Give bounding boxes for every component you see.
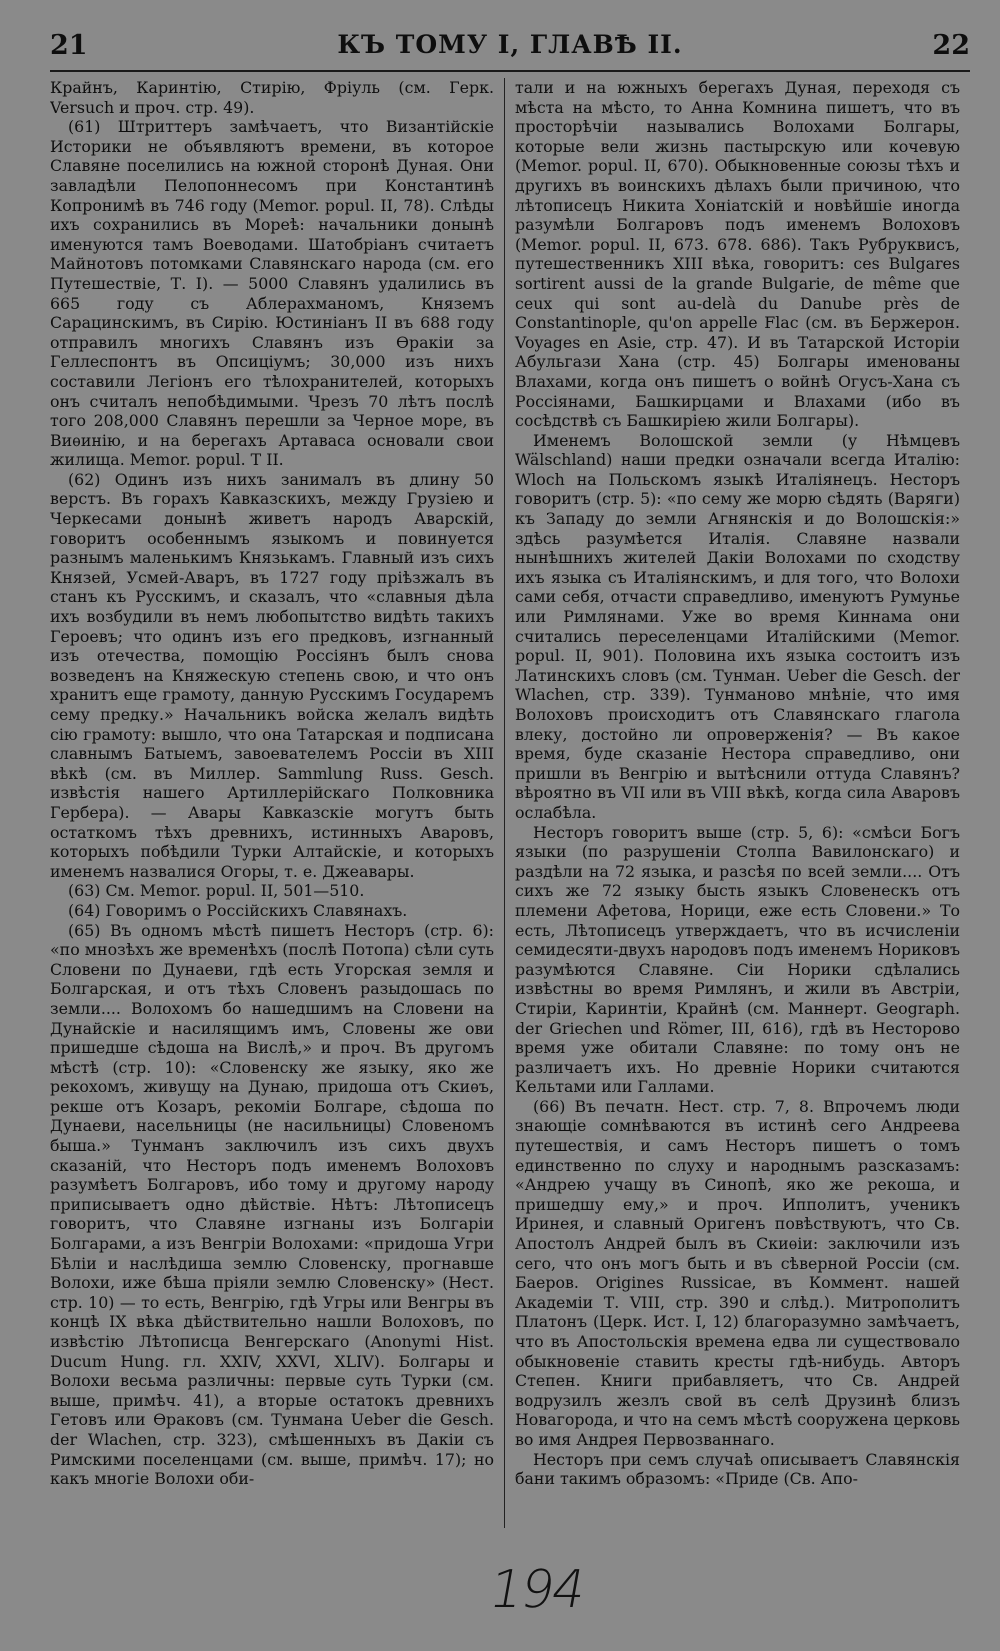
paragraph: Несторъ говоритъ выше (стр. 5, 6): «смѣси Богъ языки (по разрушеніи Столпа Вавилонскаго) и раздѣли на 72 языка, и разсѣя по всей земли.... Отъ сихъ же 72 языку бысть языкъ Словенескъ отъ племени Афетова, Норици, еже есть Словени.» То есть, Лѣтописецъ утверждаетъ, что въ исчисленіи семидесяти-двухъ народовъ подъ именемъ Нориковъ разумѣются Славяне. Сіи Норики сдѣлались извѣстны во время Римлянъ, и жили въ Австріи, Стиріи, Каринтіи, Крайнѣ (см. Маннерт. Geograph. der Griechen und Römer, III, 616), гдѣ въ Несторово время уже обитали Славяне: по тому онъ не различаетъ ихъ. Но древніе Норики считаются Кельтами или Галлами.	[515, 822, 960, 1097]
paragraph: (64) Говоримъ о Россійскихъ Славянахъ.	[68, 900, 408, 920]
paragraph: Несторъ при семъ случаѣ описываетъ Славянскія бани такимъ образомъ: «Приде (Св. Апо-	[515, 1449, 960, 1489]
page-header	[50, 30, 970, 72]
paragraph: (66) Въ печатн. Нест. стр. 7, 8. Впрочемъ люди знающіе сомнѣваются въ истинѣ сего Андреева путешествія, и самъ Несторъ пишетъ о томъ единственно по слуху и народнымъ разсказамъ: «Андрею учащу въ Синопѣ, яко же рекоша, и пришедшу ему,» и проч. Ипполитъ, ученикъ Иринея, и славный Оригенъ повѣствуютъ, что Св. Апостолъ Андрей былъ въ Скиѳіи: заключили изъ сего, что онъ могъ быть и въ сѣверной Россіи (см. Баеров. Origines Russicae, въ Коммент. нашей Академіи Т. VIII, стр. 390 и слѣд.). Митрополитъ Платонъ (Церк. Ист. I, 12) благоразумно замѣчаетъ, что въ Апостольскія времена едва ли существовало обыкновеніе ставить кресты гдѣ-нибудь. Авторъ Степен. Книги прибавляетъ, что Св. Андрей водрузилъ жезлъ свой въ селѣ Друзинѣ близъ Новагорода, и что на семъ мѣстѣ сооружена церковь во имя Андрея Первозваннаго.	[515, 1096, 960, 1449]
right-column	[505, 78, 960, 1528]
text-columns	[50, 78, 970, 1528]
paragraph: Именемъ Волошской земли (у Нѣмцевъ Wälschland) наши предки означали всегда Италію: Wloch на Польскомъ языкѣ Италіянецъ. Несторъ говоритъ (стр. 5): «по сему же морю сѣдять (Варяги) къ Западу до земли Агнянскія и до Волошскія:» здѣсь разумѣется Италія. Славяне назвали нынѣшнихъ жителей Дакіи Волохами по сходству ихъ языка съ Италіянскимъ, и для того, что Волохи сами себя, отчасти справедливо, именуютъ Румунье или Римлянами. Уже во время Киннама они считались переселенцами Италійскими (Memor. popul. II, 901). Половина ихъ языка состоитъ изъ Латинскихъ словъ (см. Тунман. Ueber die Gesch. der Wlachen, стр. 339). Тунманово мнѣніе, что имя Волоховъ происходитъ отъ Славянскаго глагола влеку, достойно ли опроверженія? — Въ какое время, буде сказаніе Нестора справедливо, они пришли въ Венгрію и вытѣснили оттуда Славянъ? вѣроятно въ VII или въ VIII вѣкѣ, когда сила Аваровъ ослабѣла.	[515, 430, 960, 822]
paragraph: (63) См. Memor. popul. II, 501—510.	[68, 881, 365, 901]
handwritten-page-number: 194	[484, 1560, 589, 1620]
paragraph: (61) Штриттеръ замѣчаетъ, что Византійскіе Историки не объявляютъ времени, въ которое Славяне поселились на южной сторонѣ Дуная. Они завладѣли Пелопоннесомъ при Константинѣ Копронимѣ въ 746 году (Memor. popul. II, 78). Слѣды ихъ сохранились въ Мореѣ: начальники донынѣ именуются тамъ Воеводами. Шатобріанъ считаетъ Майнотовъ потомками Славянскаго народа (см. его Путешествіе, Т. I). — 5000 Славянъ удалились въ 665 году съ Аблерахманомъ, Княземъ Сарацинскимъ, въ Сирію. Юстиніанъ II въ 688 году отправилъ многихъ Славянъ изъ Ѳракіи за Геллеспонтъ въ Опсиціумъ; 30,000 изъ нихъ составили Легіонъ его тѣлохранителей, которыхъ онъ считалъ непобѣдимыми. Чрезъ 70 лѣтъ послѣ того 208,000 Славянъ перешли за Черное море, въ Виѳинію, и на берегахъ Артаваса основали свои жилища. Memor. popul. T II.	[50, 117, 494, 470]
paragraph: (65) Въ одномъ мѣстѣ пишетъ Несторъ (стр. 6): «по мнозѣхъ же временѣхъ (послѣ Потопа) сѣли суть Словени по Дунаеви, гдѣ есть Угорская земля и Болгарская, и отъ тѣхъ Словенъ разыдошась по земли.... Волохомъ бо нашедшимъ на Словени на Дунайскіе и насилящимъ имъ, Словены же ови пришедше сѣдоша на Вислѣ,» и проч. Въ другомъ мѣстѣ (стр. 10): «Словенску же языку, яко же рекохомъ, живущу на Дунаю, придоша отъ Скиѳъ, рекше отъ Козаръ, рекоміи Болгаре, сѣдоша по Дунаеви, насельницы (не насильницы) Словеномъ быша.» Тунманъ заключилъ изъ сихъ двухъ сказаній, что Несторъ подъ именемъ Волоховъ разумѣетъ Болгаровъ, ибо тому и другому народу приписываетъ одно дѣйствіе. Нѣтъ: Лѣтописецъ говоритъ, что Славяне изгнаны изъ Болгаріи Болгарами, а изъ Венгріи Волохами: «придоша Угри Бѣліи и наслѣдиша землю Словенску, прогнавше Волохи, иже бѣша пріяли землю Словенску» (Нест. стр. 10) — то есть, Венгрію, гдѣ Угры или Венгры въ концѣ IX вѣка дѣйствительно нашли Волоховъ, по извѣстію Лѣтописца Венгерскаго (Anonymi Hist. Ducum Hung. гл. XXIV, XXVI, XLIV). Болгары и Волохи весьма различны: первые суть Турки (см. выше, примѣч. 41), а вторые остатокъ древнихъ Гетовъ или Ѳраковъ (см. Тунмана Ueber die Gesch. der Wlachen, стр. 323), смѣшенныхъ въ Дакіи съ Римскими поселенцами (см. выше, примѣч. 17); но какъ многіе Волохи оби-	[50, 920, 494, 1489]
running-title: КЪ ТОМУ I, ГЛАВѢ II.	[337, 30, 683, 59]
page-number-right: 22	[932, 30, 970, 61]
paragraph: тали и на южныхъ берегахъ Дуная, переходя съ мѣста на мѣсто, то Анна Комнина пишетъ, что въ просторѣчіи назывались Волохами Болгары, которые вели жизнь пастырскую или кочевую (Memor. popul. II, 670). Обыкновенные союзы тѣхъ и другихъ въ воинскихъ дѣлахъ были причиною, что лѣтописецъ Никита Хоніатскій и новѣйшіе иногда разумѣли Болгаровъ подъ именемъ Волоховъ (Memor. popul. II, 673. 678. 686). Такъ Рубруквисъ, путешественникъ XIII вѣка, говоритъ: ces Bulgares sortirent aussi de la grande Bulgarie, de même que ceux qui sont au-delà du Danube près de Constantinople, qu'on appelle Flac (см. въ Бержерон. Voyages en Asie, стр. 47). И въ Татарской Исторіи Абульгази Хана (стр. 45) Болгары именованы Влахами, когда онъ пишетъ о войнѣ Огусъ-Хана съ Россіянами, Башкирцами и Влахами (ибо въ сосѣдствѣ съ Башкиріею жили Болгары).	[515, 78, 960, 431]
paragraph: Крайнъ, Каринтію, Стирію, Фріуль (см. Герк. Versuch и проч. стр. 49).	[50, 78, 494, 117]
paragraph: (62) Одинъ изъ нихъ занималъ въ длину 50 верстъ. Въ горахъ Кавказскихъ, между Грузіею и Черкесами донынѣ живетъ народъ Аварскій, говоритъ особеннымъ языкомъ и повинуется разнымъ маленькимъ Князькамъ. Главный изъ сихъ Князей, Усмей-Аваръ, въ 1727 году пріѣзжалъ въ станъ къ Русскимъ, и сказалъ, что «славныя дѣла ихъ возбудили въ немъ любопытство видѣть такихъ Героевъ; что одинъ изъ его предковъ, изгнанный изъ отечества, помощію Россіянъ былъ снова возведенъ на Княжескую степень свою, и что онъ хранитъ еще грамоту, данную Русскимъ Государемъ сему предку.» Начальникъ войска желалъ видѣть сію грамоту: вышло, что она Татарская и подписана славнымъ Батыемъ, завоевателемъ Россіи въ XIII вѣкѣ (см. въ Миллер. Sammlung Russ. Gesch. извѣстія нашего Артиллерійскаго Полковника Гербера). — Авары Кавказскіе могутъ быть остаткомъ тѣхъ древнихъ, истинныхъ Аваровъ, которыхъ побѣдили Турки Алтайскіе, и которыхъ именемъ назвалися Огоры, т. е. Джеавары.	[50, 469, 494, 881]
left-column	[50, 78, 505, 1528]
page-number-left: 21	[50, 30, 88, 61]
